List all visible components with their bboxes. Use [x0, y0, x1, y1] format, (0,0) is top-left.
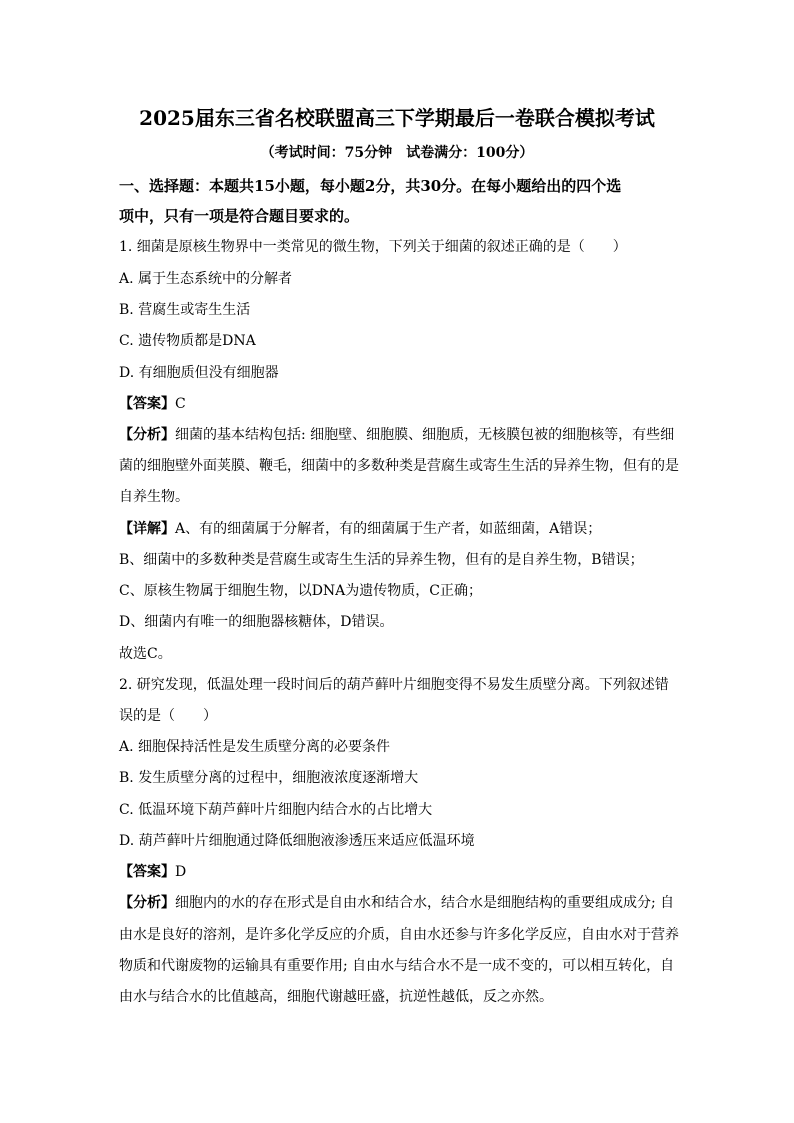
q1-detail-line3: C、原核生物属于细胞生物，以DNA为遗传物质，C正确；	[119, 583, 483, 599]
q1-option-a: A. 属于生态系统中的分解者	[119, 271, 293, 287]
q1-answer	[119, 395, 186, 413]
q2-analysis-line3: 物质和代谢废物的运输具有重要作用; 自由水与结合水不是一成不变的，可以相互转化，自	[119, 958, 675, 974]
q1-detail-line4: D、细菌内有唯一的细胞器核糖体，D错误。	[119, 614, 394, 630]
section-heading-line1: 一、选择题：本题共15小题，每小题2分，共30分。在每小题给出的四个选	[119, 177, 622, 195]
q1-conclusion: 故选C。	[119, 646, 172, 662]
answer-tag: 【答案】	[119, 864, 175, 880]
q2-analysis-line1	[119, 894, 674, 912]
q2-analysis-line2: 由水是良好的溶剂，是许多化学反应的介质，自由水还参与许多化学反应，自由水对于营养	[119, 927, 679, 943]
answer-tag: 【答案】	[119, 396, 175, 412]
q1-analysis-line3: 自养生物。	[119, 489, 189, 505]
q2-answer	[119, 863, 186, 881]
q1-detail-line1	[119, 520, 601, 538]
answer-value: D	[175, 864, 187, 880]
analysis-tag: 【分析】	[119, 895, 175, 911]
q2-option-c: C. 低温环境下葫芦藓叶片细胞内结合水的占比增大	[119, 802, 433, 818]
q1-option-d: D. 有细胞质但没有细胞器	[119, 365, 279, 381]
q2-option-d: D. 葫芦藓叶片细胞通过降低细胞液渗透压来适应低温环境	[119, 833, 475, 849]
q2-option-b: B. 发生质壁分离的过程中，细胞液浓度逐渐增大	[119, 770, 419, 786]
q1-analysis-line1	[119, 426, 674, 444]
q1-detail-line2: B、细菌中的多数种类是营腐生或寄生生活的异养生物，但有的是自养生物，B错误；	[119, 552, 644, 568]
q1-stem: 1. 细菌是原核生物界中一类常见的微生物，下列关于细菌的叙述正确的是（ ）	[119, 239, 627, 255]
q1-option-b: B. 营腐生或寄生生活	[119, 302, 251, 318]
answer-value: C	[175, 396, 186, 412]
q1-option-c: C. 遗传物质都是DNA	[119, 333, 256, 349]
detail-tag: 【详解】	[119, 521, 175, 537]
analysis-text: 细菌的基本结构包括: 细胞壁、细胞膜、细胞质，无核膜包被的细胞核等，有些细	[175, 427, 675, 443]
q2-stem-line2: 误的是（ ）	[119, 708, 217, 724]
analysis-text: 细胞内的水的存在形式是自由水和结合水，结合水是细胞结构的重要组成成分; 自	[175, 895, 675, 911]
detail-text: A、有的细菌属于分解者，有的细菌属于生产者，如蓝细菌，A错误；	[175, 521, 602, 537]
exam-subtitle: （考试时间：75分钟 试卷满分：100分）	[260, 145, 534, 161]
q2-stem-line1: 2. 研究发现，低温处理一段时间后的葫芦藓叶片细胞变得不易发生质壁分离。下列叙述错	[119, 677, 669, 693]
q2-option-a: A. 细胞保持活性是发生质壁分离的必要条件	[119, 739, 391, 755]
section-heading-line2: 项中，只有一项是符合题目要求的。	[119, 207, 360, 225]
analysis-tag: 【分析】	[119, 427, 175, 443]
exam-title: 2025届东三省名校联盟高三下学期最后一卷联合模拟考试	[139, 106, 655, 130]
q2-analysis-line4: 由水与结合水的比值越高，细胞代谢越旺盛，抗逆性越低，反之亦然。	[119, 989, 553, 1005]
q1-analysis-line2: 菌的细胞壁外面荚膜、鞭毛，细菌中的多数种类是营腐生或寄生生活的异养生物，但有的是	[119, 458, 679, 474]
